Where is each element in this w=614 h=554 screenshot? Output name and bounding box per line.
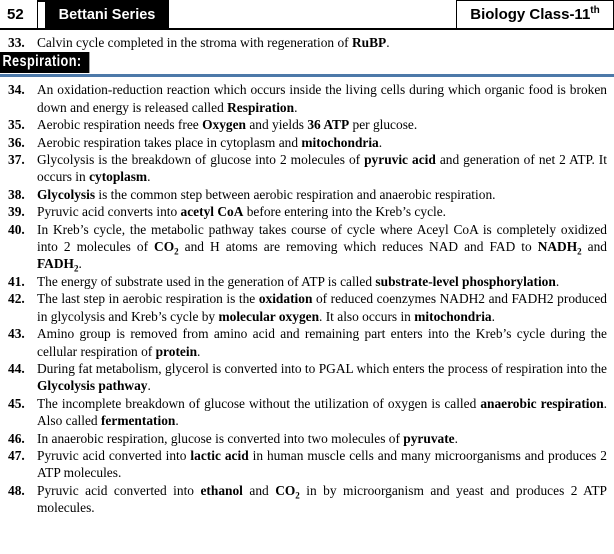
item-text: Glycolysis is the common step between aerobic respiration and anaerobic respiration. — [37, 186, 496, 202]
item-text: Pyruvic acid converted into lactic acid in human muscle cells and many microorganisms and produces 2 ATP molecules. — [37, 447, 608, 481]
header-spacer — [169, 0, 456, 28]
list-item — [0, 186, 614, 203]
list-item — [0, 221, 614, 273]
section-banner-row — [0, 52, 614, 74]
item-text: Pyruvic acid converted into ethanol and $CO_2$ in by microorganism and yeast and produces 2 ATP molecules. — [37, 482, 607, 516]
item-number: 45. — [8, 395, 25, 411]
intro-item-list — [0, 30, 614, 51]
item-text: In anaerobic respiration, glucose is converted into two molecules of pyruvate. — [37, 430, 458, 446]
item-number: 39. — [8, 204, 25, 220]
item-number: 41. — [8, 273, 25, 289]
series-title-text: Bettani Series — [58, 7, 156, 23]
item-number: 33. — [8, 35, 25, 50]
item-text: Glycolysis is the breakdown of glucose into 2 molecules of pyruvic acid and generation of net 2 ATP. It occurs in cytoplasm. — [37, 152, 607, 185]
list-item — [0, 290, 614, 325]
item-text: Calvin cycle completed in the stroma with regeneration of RuBP. — [37, 35, 390, 50]
item-text: During fat metabolism, glycerol is converted into to PGAL which enters the process of respiration into the Glycolysis pathway. — [37, 360, 607, 394]
class-title-text: Biology Class-11th — [470, 5, 600, 23]
series-title-box — [45, 2, 169, 28]
item-number: 47. — [8, 447, 25, 463]
item-number: 35. — [8, 117, 25, 133]
item-number: 34. — [8, 82, 25, 98]
item-number: 37. — [8, 152, 25, 168]
item-number: 43. — [8, 326, 25, 342]
list-item — [0, 395, 614, 430]
blue-divider-line — [0, 74, 614, 77]
item-text: The incomplete breakdown of glucose without the utilization of oxygen is called anaerobic respiration. Also called fermentation. — [37, 395, 607, 429]
list-item — [0, 482, 614, 517]
list-item — [0, 325, 614, 360]
item-text: Aerobic respiration takes place in cytoplasm and mitochondria. — [37, 134, 383, 150]
list-item — [0, 116, 614, 133]
item-text: Aerobic respiration needs free Oxygen and yields 36 ATP per glucose. — [37, 117, 418, 133]
item-text: The energy of substrate used in the generation of ATP is called substrate-level phosphorylation. — [37, 273, 560, 289]
item-text: The last step in aerobic respiration is the oxidation of reduced coenzymes NADH2 and FADH2 produced in glycolysis and Kreb’s cycle by molecular oxygen. It also occurs in mitochondria. — [37, 291, 607, 324]
item-number: 40. — [8, 221, 25, 237]
list-item — [0, 360, 614, 395]
respiration-item-list — [0, 80, 614, 516]
item-text: Amino group is removed from amino acid and remaining part enters into the Kreb’s cycle during the cellular respiration of protein. — [37, 326, 607, 359]
list-item — [0, 81, 614, 116]
list-item — [0, 447, 614, 482]
list-item — [0, 273, 614, 290]
list-item — [0, 203, 614, 220]
section-heading-banner: Respiration: — [0, 52, 90, 73]
page-number — [0, 0, 38, 28]
class-title-superscript: th — [590, 5, 600, 16]
item-number: 44. — [8, 360, 25, 376]
item-text: Pyruvic acid converts into acetyl CoA before entering into the Kreb’s cycle. — [37, 204, 447, 220]
item-number: 46. — [8, 430, 25, 446]
page-number-text: 52 — [7, 5, 24, 23]
item-text: An oxidation-reduction reaction which occurs inside the living cells during which organic food is broken down and energy is released called Respiration. — [37, 82, 607, 115]
item-number: 48. — [8, 482, 25, 498]
list-item — [0, 134, 614, 151]
item-text: In Kreb’s cycle, the metabolic pathway takes course of cycle where Aceyl CoA is completely oxidized into 2 molecules of $CO_2$ and H atoms are removing which reduces NAD and FAD to $NADH_2$ and $FADH_2$. — [37, 221, 607, 275]
item-number: 38. — [8, 186, 25, 202]
item-number: 36. — [8, 134, 25, 150]
page-header — [0, 0, 614, 30]
list-item — [0, 34, 614, 51]
class-title-box — [456, 0, 614, 28]
list-item — [0, 151, 614, 186]
list-item — [0, 430, 614, 447]
series-title-cell — [38, 0, 169, 28]
item-number: 42. — [8, 291, 25, 307]
